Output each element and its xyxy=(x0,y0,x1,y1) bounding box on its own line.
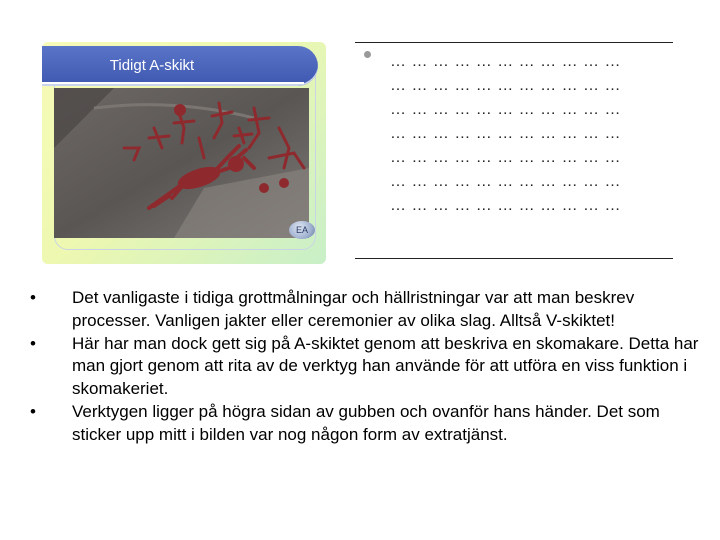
bullet-icon: • xyxy=(30,333,36,353)
title-underline xyxy=(42,82,304,84)
card-title-bar xyxy=(42,46,318,86)
rock-carving-image xyxy=(54,88,309,238)
top-rule xyxy=(355,42,673,43)
bullet-text: Här har man dock gett sig på A-skiktet genom att beskriva en skomakare. Detta har man gjort genom att rita av de verktyg han använde för att utföra en viss funktion i skomakeriet. xyxy=(72,333,699,399)
bullet-item xyxy=(30,333,710,401)
dotted-line: … … … … … … … … … … … xyxy=(390,125,621,142)
author-badge: EA xyxy=(289,221,315,239)
dotted-line: … … … … … … … … … … … xyxy=(390,173,621,190)
dotted-line: … … … … … … … … … … … xyxy=(390,149,621,166)
dotted-line: … … … … … … … … … … … xyxy=(390,197,621,214)
bullet-text: Det vanligaste i tidiga grottmålningar och hällristningar var att man beskrev processer. Vanligen jakter eller ceremonier av olika slag. Alltså V-skiktet! xyxy=(72,288,635,330)
bullet-icon: • xyxy=(30,401,36,421)
bullet-icon: • xyxy=(30,288,36,307)
bullet-list xyxy=(30,287,710,447)
dotted-lines xyxy=(390,50,621,218)
bottom-rule xyxy=(355,258,673,259)
rock-carving-photo xyxy=(54,88,309,238)
dotted-line: … … … … … … … … … … … xyxy=(390,53,621,70)
list-bullet-icon xyxy=(364,51,371,58)
bullet-text: Verktygen ligger på högra sidan av gubben och ovanför hans händer. Det som sticker upp mitt i bilden var nog någon form av extratjänst. xyxy=(72,401,660,444)
card-title: Tidigt A-skikt xyxy=(109,57,195,74)
dotted-line: … … … … … … … … … … … xyxy=(390,101,621,118)
bullet-item xyxy=(30,287,710,333)
bullet-item xyxy=(30,401,710,447)
dotted-line: … … … … … … … … … … … xyxy=(390,77,621,94)
